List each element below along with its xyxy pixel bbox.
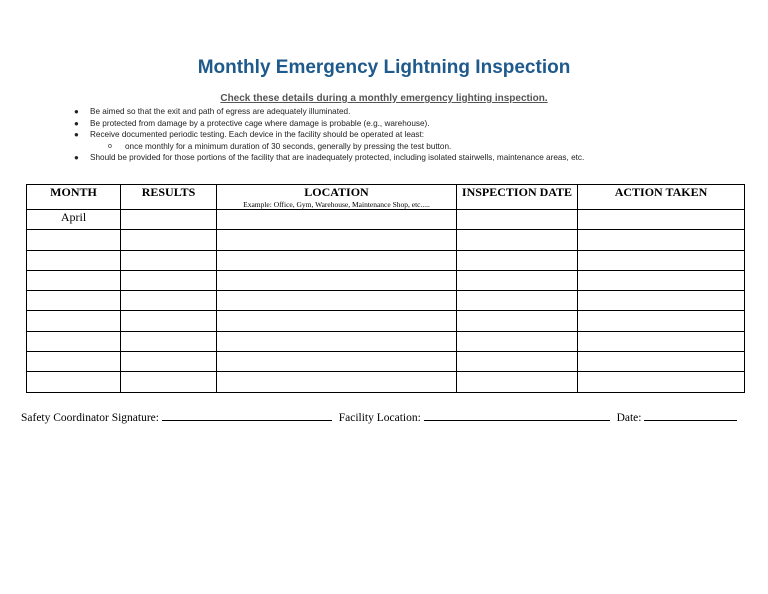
bullet-icon: ● [74, 107, 79, 116]
column-header-location-label: LOCATION [304, 185, 369, 199]
column-header-location [217, 185, 457, 210]
bullet-icon: ● [74, 130, 79, 139]
cell-inspection-date[interactable] [457, 372, 578, 392]
cell-location[interactable] [217, 210, 457, 230]
cell-month[interactable] [27, 352, 121, 372]
cell-inspection-date[interactable] [457, 331, 578, 351]
cell-action-taken[interactable] [578, 352, 745, 372]
signature-line [21, 409, 741, 424]
circle-bullet-icon: o [108, 142, 112, 150]
cell-action-taken[interactable] [578, 372, 745, 392]
cell-location[interactable] [217, 372, 457, 392]
facility-location-field[interactable] [424, 409, 610, 421]
signature-field[interactable] [162, 409, 332, 421]
column-header-month: MONTH [27, 185, 121, 210]
cell-results[interactable] [121, 372, 217, 392]
table-row [27, 210, 745, 230]
cell-location[interactable] [217, 230, 457, 250]
cell-results[interactable] [121, 270, 217, 290]
cell-month[interactable] [27, 372, 121, 392]
cell-results[interactable] [121, 210, 217, 230]
checklist-item-text: Be aimed so that the exit and path of egress are adequately illuminated. [90, 107, 351, 116]
cell-inspection-date[interactable] [457, 230, 578, 250]
checklist-item-text: Be protected from damage by a protective cage where damage is probable (e.g., warehouse). [90, 118, 430, 128]
cell-location[interactable] [217, 250, 457, 270]
table-row [27, 352, 745, 372]
table-row [27, 270, 745, 290]
cell-action-taken[interactable] [578, 210, 745, 230]
checklist-subitem [72, 141, 752, 153]
location-hint: Example: Office, Gym, Warehouse, Maintenance Shop, etc..... [243, 200, 430, 209]
cell-results[interactable] [121, 311, 217, 331]
inspection-checklist [72, 106, 752, 164]
cell-month[interactable] [27, 311, 121, 331]
checklist-item-text: Should be provided for those portions of the facility that are inadequately protected, including isolated stairwells, maintenance areas, etc. [90, 153, 585, 162]
cell-month[interactable] [27, 331, 121, 351]
date-field[interactable] [644, 409, 737, 421]
page-title: Monthly Emergency Lightning Inspection [197, 57, 571, 78]
cell-location[interactable] [217, 270, 457, 290]
checklist-item [72, 106, 752, 118]
cell-month[interactable] [27, 250, 121, 270]
facility-location-label: Facility Location: [338, 412, 421, 424]
cell-inspection-date[interactable] [457, 210, 578, 230]
cell-inspection-date[interactable] [457, 250, 578, 270]
cell-results[interactable] [121, 250, 217, 270]
checklist-item [72, 152, 752, 164]
cell-location[interactable] [217, 352, 457, 372]
checklist-item [72, 129, 752, 141]
column-header-action-taken: ACTION TAKEN [578, 185, 745, 210]
cell-month[interactable] [27, 230, 121, 250]
checklist-item-text: Receive documented periodic testing. Each device in the facility should be operated at least: [90, 130, 425, 139]
checklist-item [72, 118, 752, 130]
cell-action-taken[interactable] [578, 230, 745, 250]
cell-month[interactable] [27, 270, 121, 290]
cell-location[interactable] [217, 311, 457, 331]
cell-action-taken[interactable] [578, 331, 745, 351]
table-row [27, 311, 745, 331]
cell-action-taken[interactable] [578, 250, 745, 270]
table-row [27, 291, 745, 311]
cell-inspection-date[interactable] [457, 352, 578, 372]
bullet-icon: ● [74, 153, 79, 162]
cell-inspection-date[interactable] [457, 291, 578, 311]
signature-label: Safety Coordinator Signature: [21, 412, 159, 424]
cell-location[interactable] [217, 291, 457, 311]
cell-action-taken[interactable] [578, 311, 745, 331]
table-row [27, 331, 745, 351]
bullet-icon: ● [74, 118, 79, 128]
table-row [27, 372, 745, 392]
inspection-log-table [26, 184, 745, 393]
cell-action-taken[interactable] [578, 291, 745, 311]
cell-month[interactable] [27, 291, 121, 311]
cell-results[interactable] [121, 331, 217, 351]
table-header-row [27, 185, 745, 210]
column-header-inspection-date: INSPECTION DATE [457, 185, 578, 210]
cell-month[interactable]: April [27, 210, 121, 230]
cell-action-taken[interactable] [578, 270, 745, 290]
cell-location[interactable] [217, 331, 457, 351]
cell-results[interactable] [121, 291, 217, 311]
table-row [27, 230, 745, 250]
cell-inspection-date[interactable] [457, 270, 578, 290]
cell-results[interactable] [121, 230, 217, 250]
date-label: Date: [616, 412, 642, 424]
checklist-item-text: once monthly for a minimum duration of 30 seconds, generally by pressing the test button. [125, 141, 452, 151]
column-header-results: RESULTS [121, 185, 217, 210]
cell-inspection-date[interactable] [457, 311, 578, 331]
cell-results[interactable] [121, 352, 217, 372]
table-body [27, 210, 745, 393]
page-subtitle: Check these details during a monthly emergency lighting inspection. [220, 93, 548, 104]
table-row [27, 250, 745, 270]
